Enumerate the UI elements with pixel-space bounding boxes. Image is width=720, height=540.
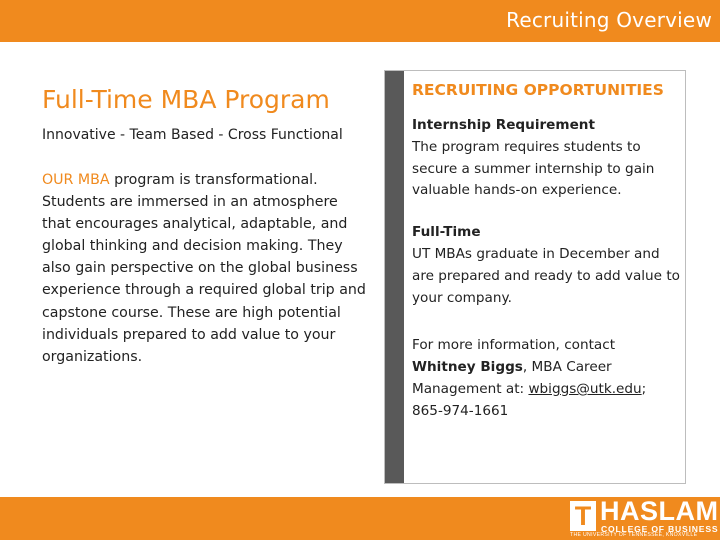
box-side-stripe	[385, 71, 404, 483]
haslam-logo	[570, 496, 719, 538]
contact-name: Whitney Biggs	[412, 359, 523, 376]
top-banner	[0, 0, 720, 42]
logo-wordmark: HASLAM	[600, 496, 719, 526]
contact-role: , MBA Career Management at:	[412, 359, 612, 397]
internship-text: The program requires students to secure a summer internship to gain valuable hands-on experience.	[412, 138, 655, 199]
internship-section	[412, 115, 682, 202]
recruiting-opportunities-title: RECRUITING OPPORTUNITIES	[412, 81, 664, 99]
logo-college: COLLEGE OF BUSINESS	[601, 524, 719, 534]
contact-email-link[interactable]: wbiggs@utk.edu	[528, 380, 642, 397]
program-description-accent: OUR MBA	[42, 172, 110, 188]
fulltime-heading: Full-Time	[412, 224, 481, 241]
power-t-glyph: T	[574, 501, 592, 531]
recruiting-opportunities-box	[384, 70, 686, 484]
contact-section	[412, 335, 682, 422]
logo-university: THE UNIVERSITY OF TENNESSEE, KNOXVILLE	[570, 532, 698, 538]
bottom-banner	[0, 497, 720, 540]
contact-intro: For more information, contact	[412, 337, 616, 354]
contact-phone: 865-974-1661	[412, 402, 509, 419]
program-description	[42, 169, 370, 368]
program-subheading: Innovative - Team Based - Cross Functional	[42, 127, 343, 143]
internship-heading: Internship Requirement	[412, 117, 595, 133]
power-t-icon	[570, 501, 596, 531]
program-overview	[42, 84, 370, 368]
program-description-text: program is transformational. Students are immersed in an atmosphere that encourages analytical, adaptable, and global thinking and decision making. They also gain perspective on the global business experience through a required global trip and capstone course. These are high potential individuals prepared to add value to your organizations.	[42, 172, 366, 365]
recruiting-opportunities-content	[412, 79, 682, 423]
program-heading: Full-Time MBA Program	[42, 85, 330, 114]
fulltime-section	[412, 222, 682, 309]
slide-title: Recruiting Overview	[506, 8, 712, 32]
fulltime-text: UT MBAs graduate in December and are prepared and ready to add value to your company.	[412, 245, 680, 306]
contact-separator: ;	[641, 380, 647, 397]
